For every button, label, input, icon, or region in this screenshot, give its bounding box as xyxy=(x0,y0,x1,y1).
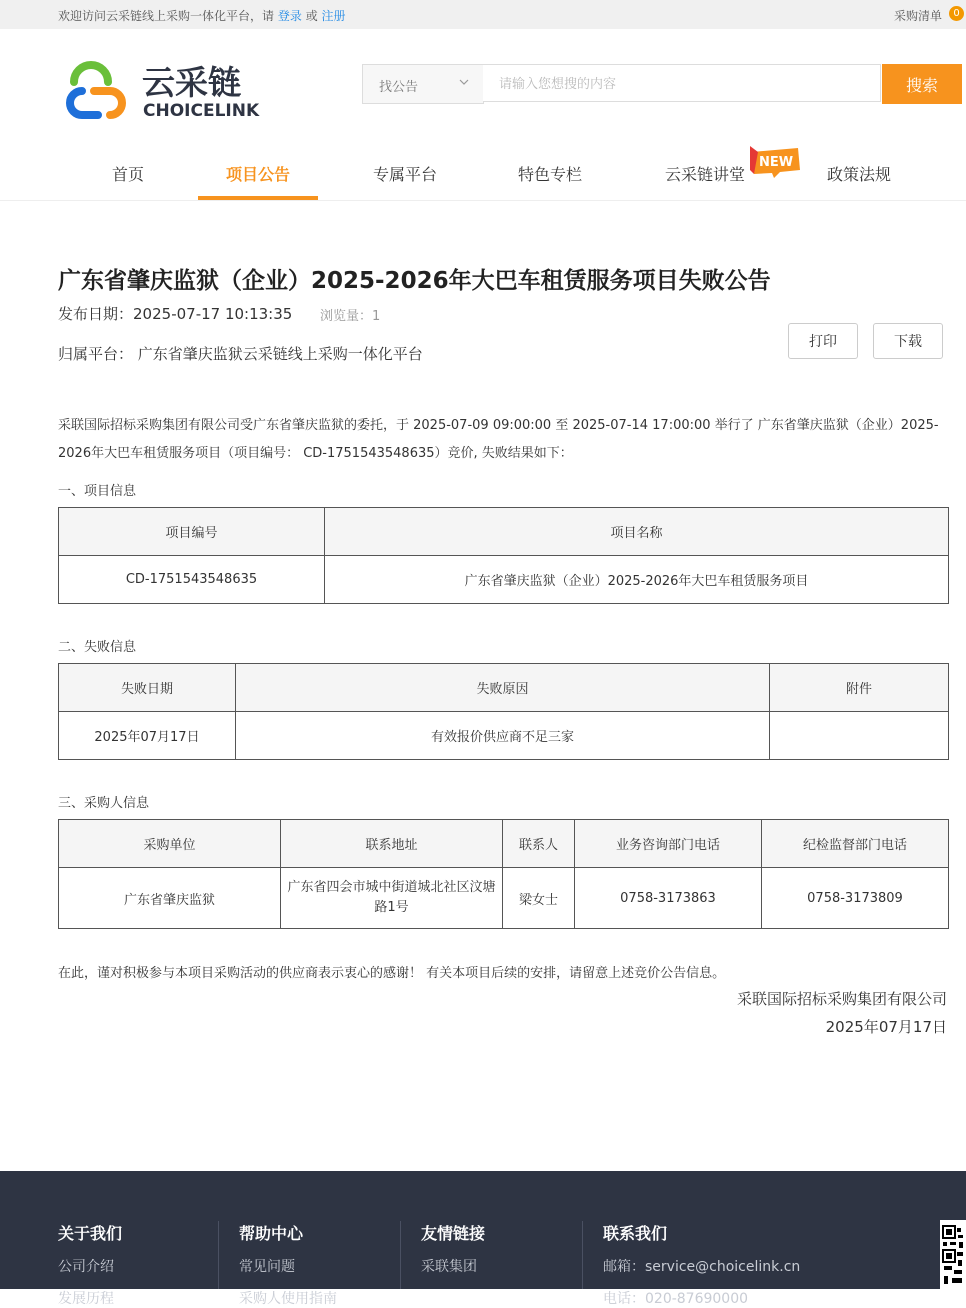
table-header: 纪检监督部门电话 xyxy=(762,820,949,868)
search-bar xyxy=(362,64,962,104)
table-row xyxy=(59,712,949,760)
section-failure-info-heading: 二、失败信息 xyxy=(58,640,137,655)
footer-heading: 友情链接 xyxy=(421,1224,486,1243)
table-header: 附件 xyxy=(770,664,949,712)
section-project-info-heading: 一、项目信息 xyxy=(58,484,137,499)
footer-heading: 联系我们 xyxy=(603,1224,668,1243)
new-badge-icon xyxy=(750,146,802,178)
attachment-cell[interactable] xyxy=(770,712,949,760)
view-count-value: 1 xyxy=(372,309,381,324)
table-cell: 0758-3173863 xyxy=(575,868,762,929)
qr-code-icon xyxy=(940,1220,966,1289)
logo-icon xyxy=(58,58,273,122)
login-link[interactable]: 登录 xyxy=(277,9,302,23)
footer-heading: 帮助中心 xyxy=(239,1224,304,1243)
footer-heading: 关于我们 xyxy=(58,1224,123,1243)
footer-about xyxy=(58,1221,223,1308)
table-cell: 广东省肇庆监狱（企业）2025-2026年大巴车租赁服务项目 xyxy=(325,556,949,604)
footer-email: 邮箱：service@choicelink.cn xyxy=(603,1259,801,1275)
signature-company: 采联国际招标采购集团有限公司 xyxy=(736,990,947,1008)
footer-divider xyxy=(400,1221,401,1289)
search-category-select[interactable] xyxy=(362,64,484,104)
purchase-list-link[interactable] xyxy=(894,7,942,24)
table-row xyxy=(59,868,949,929)
table-cell: 有效报价供应商不足三家 xyxy=(236,712,770,760)
nav-lecture-hall[interactable]: 云采链讲堂 xyxy=(665,165,746,184)
notice-intro: 采联国际招标采购集团有限公司受广东省肇庆监狱的委托，于 2025-07-09 09:00:00 至 2025-07-14 17:00:00 举行了 广东省肇庆监狱（企业）2025-2026年大巴车租赁服务项目（项目编号： CD-1751543548635）竞价, 失败结果如下： xyxy=(58,418,939,461)
table-header-row xyxy=(59,508,949,556)
platform-value: 广东省肇庆监狱云采链线上采购一体化平台 xyxy=(137,345,423,363)
project-info-table xyxy=(58,507,949,604)
publish-date-value: 2025-07-17 10:13:35 xyxy=(133,305,293,323)
nav-home[interactable]: 首页 xyxy=(112,165,145,184)
footer-link[interactable]: 采联集团 xyxy=(421,1259,477,1275)
nav-active-indicator xyxy=(198,196,318,200)
top-bar xyxy=(0,0,966,29)
purchaser-info-table xyxy=(58,819,949,929)
view-count xyxy=(320,305,380,324)
publish-date-label: 发布日期： xyxy=(58,305,134,323)
table-header-row xyxy=(59,664,949,712)
search-input[interactable] xyxy=(483,64,881,102)
footer xyxy=(0,1171,966,1307)
signature-date: 2025年07月17日 xyxy=(825,1018,947,1036)
main-nav xyxy=(0,140,966,201)
logo-en-text: CHOICELINK xyxy=(143,101,260,121)
choicelink-logo[interactable] xyxy=(58,58,273,122)
welcome-message: 欢迎访问云采链线上采购一体化平台，请 xyxy=(58,9,275,23)
footer-divider xyxy=(218,1221,219,1289)
footer-phone: 电话：020-87690000 xyxy=(603,1291,749,1307)
download-button[interactable]: 下载 xyxy=(873,323,943,359)
closing-thanks: 在此，谨对积极参与本项目采购活动的供应商表示衷心的感谢！ 有关本项目后续的安排，请留意上述竞价公告信息。 xyxy=(58,966,726,981)
table-header: 采购单位 xyxy=(59,820,281,868)
footer-contact xyxy=(603,1221,903,1308)
nav-featured-columns[interactable]: 特色专栏 xyxy=(518,165,583,184)
table-cell: 0758-3173809 xyxy=(762,868,949,929)
footer-link[interactable]: 发展历程 xyxy=(58,1291,114,1307)
table-header: 联系地址 xyxy=(281,820,503,868)
view-count-label: 浏览量： xyxy=(320,309,373,324)
table-cell: CD-1751543548635 xyxy=(59,556,325,604)
platform-label: 归属平台： xyxy=(58,345,134,363)
print-button[interactable]: 打印 xyxy=(788,323,858,359)
cart-count-badge: 0 xyxy=(949,6,964,21)
table-header-row xyxy=(59,820,949,868)
table-header: 项目编号 xyxy=(59,508,325,556)
welcome-text xyxy=(58,7,346,24)
table-cell: 广东省四会市城中街道城北社区汶塘路1号 xyxy=(281,868,503,929)
table-row xyxy=(59,556,949,604)
footer-help xyxy=(239,1221,404,1308)
register-link[interactable]: 注册 xyxy=(321,9,346,23)
table-cell: 2025年07月17日 xyxy=(59,712,236,760)
table-cell: 广东省肇庆监狱 xyxy=(59,868,281,929)
footer-link[interactable]: 采购人使用指南 xyxy=(239,1291,337,1307)
nav-exclusive-platform[interactable]: 专属平台 xyxy=(373,165,438,184)
table-header: 项目名称 xyxy=(325,508,949,556)
table-header: 业务咨询部门电话 xyxy=(575,820,762,868)
publish-date xyxy=(58,303,292,324)
page-title: 广东省肇庆监狱（企业）2025-2026年大巴车租赁服务项目失败公告 xyxy=(58,268,771,294)
table-header: 失败原因 xyxy=(236,664,770,712)
table-header: 联系人 xyxy=(503,820,575,868)
qr-code xyxy=(940,1220,966,1289)
search-category-label: 找公告 xyxy=(379,80,419,95)
nav-policies[interactable]: 政策法规 xyxy=(827,165,892,184)
logo-cn-text: 云采链 xyxy=(142,63,241,102)
footer-link[interactable]: 常见问题 xyxy=(239,1259,295,1275)
footer-friends xyxy=(421,1221,586,1276)
footer-divider xyxy=(582,1221,583,1289)
section-purchaser-info-heading: 三、采购人信息 xyxy=(58,796,150,811)
or-text: 或 xyxy=(305,9,318,23)
footer-link[interactable]: 公司介绍 xyxy=(58,1259,114,1275)
platform-info xyxy=(58,343,423,364)
failure-info-table xyxy=(58,663,949,760)
nav-project-notices[interactable]: 项目公告 xyxy=(226,165,291,184)
chevron-down-icon xyxy=(459,77,469,87)
search-button[interactable]: 搜索 xyxy=(882,64,962,104)
table-header: 失败日期 xyxy=(59,664,236,712)
table-cell: 梁女士 xyxy=(503,868,575,929)
purchase-list-label: 采购清单 xyxy=(893,9,942,23)
new-badge-text: NEW xyxy=(759,155,794,170)
